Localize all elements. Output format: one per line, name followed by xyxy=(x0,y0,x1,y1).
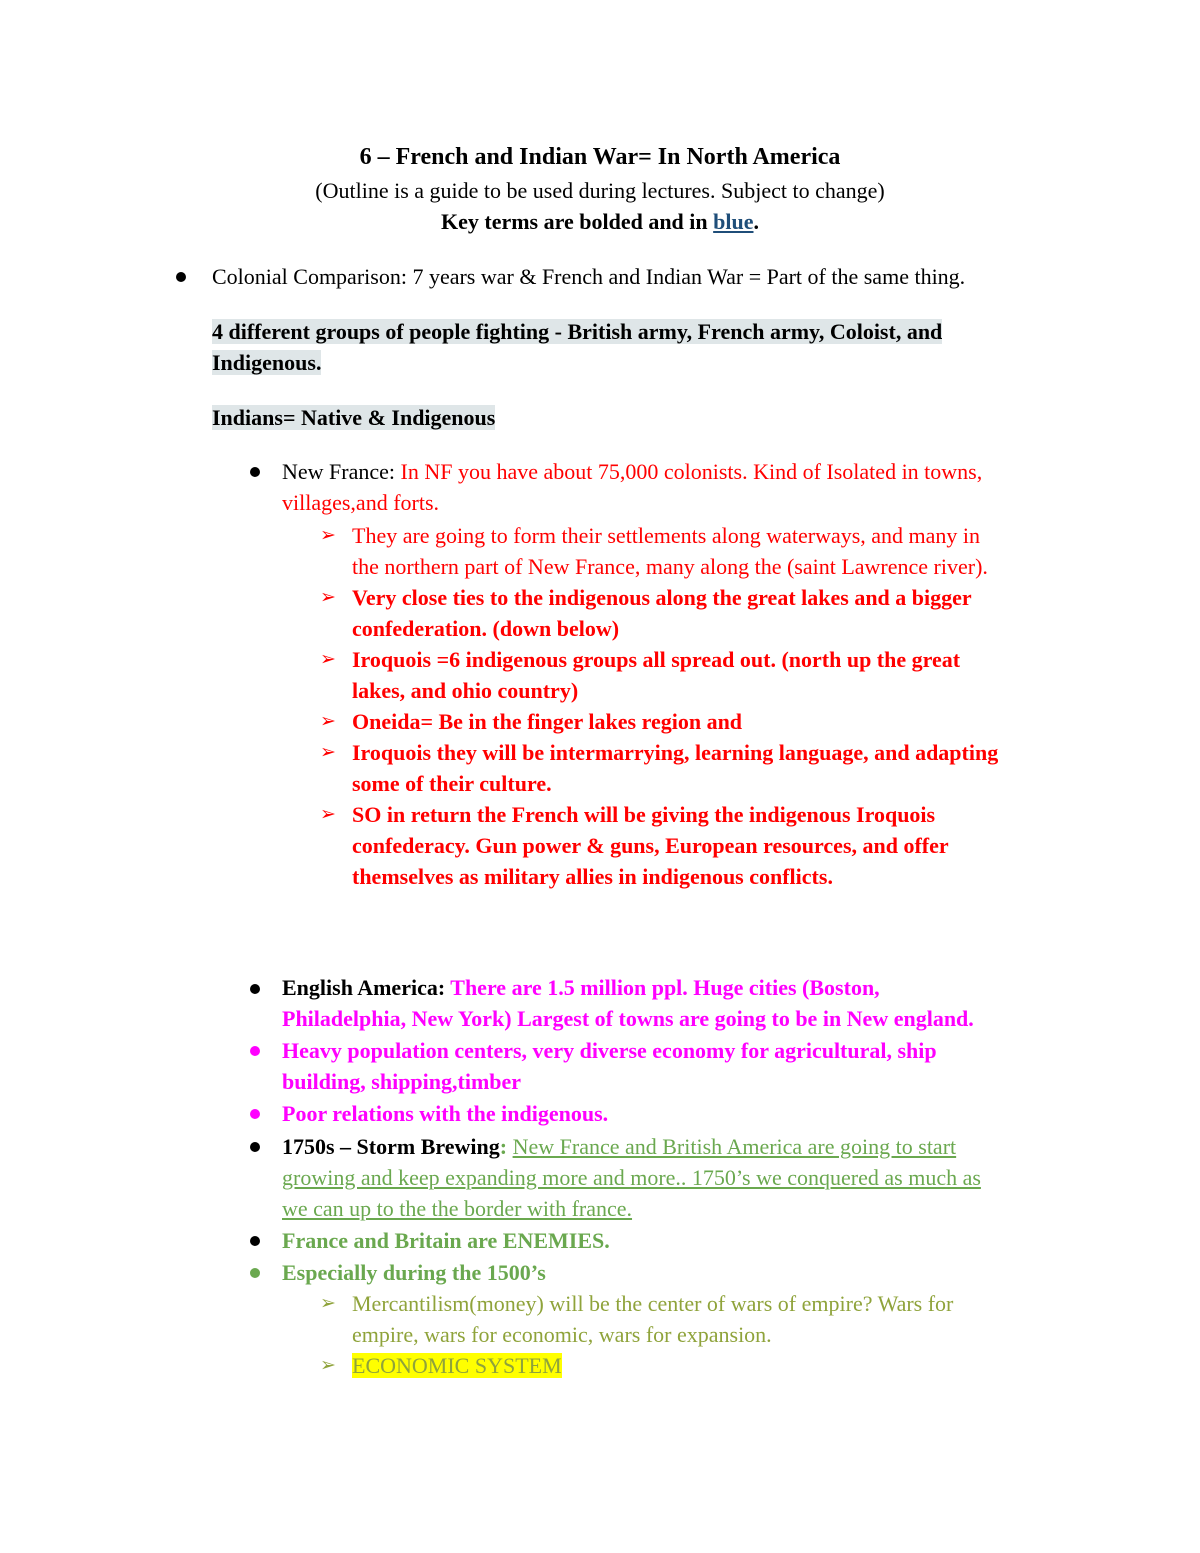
economic-system: ECONOMIC SYSTEM xyxy=(352,1353,562,1378)
bullet-icon xyxy=(176,272,186,282)
new-france-line-1: New France: In NF you have about 75,000 colonists. Kind of Isolated in towns, xyxy=(282,459,983,484)
arrow-icon: ➢ xyxy=(320,648,336,670)
population-line-1: Heavy population centers, very diverse economy for agricultural, ship xyxy=(282,1038,937,1063)
nf-sub-1-line-1: They are going to form their settlements along waterways, and many in xyxy=(352,523,981,548)
key-terms-note xyxy=(0,206,1200,237)
nf-sub-1-line-2: the northern part of New France, many along the (saint Lawrence river). xyxy=(352,554,988,579)
nf-sub-2-line-1: Very close ties to the indigenous along the great lakes and a bigger xyxy=(352,585,972,610)
indians-heading: Indians= Native & Indigenous xyxy=(212,405,496,430)
storm-line-3: we can up to the the border with france. xyxy=(282,1196,633,1221)
especially-line: Especially during the 1500’s xyxy=(282,1260,546,1285)
nf-sub-6-line-3: themselves as military allies in indigenous conflicts. xyxy=(352,864,833,889)
storm-label: 1750s – Storm Brewing xyxy=(282,1134,500,1159)
key-terms-blue-word: blue xyxy=(713,209,754,234)
english-america-line-1: English America: There are 1.5 million ppl. Huge cities (Boston, xyxy=(282,975,880,1000)
arrow-icon: ➢ xyxy=(320,1292,336,1314)
new-france-label: New France: xyxy=(282,459,401,484)
storm-line-1: 1750s – Storm Brewing: New France and British America are going to start xyxy=(282,1134,957,1159)
key-terms-prefix: Key terms are bolded and in xyxy=(440,209,714,234)
arrow-icon: ➢ xyxy=(320,803,336,825)
bullet-icon xyxy=(250,1268,260,1278)
bullet-icon xyxy=(250,1236,260,1246)
bullet-icon xyxy=(250,1046,260,1056)
english-america-label: English America: xyxy=(282,975,451,1000)
poor-relations: Poor relations with the indigenous. xyxy=(282,1101,609,1126)
nf-sub-4-line-1: Oneida= Be in the finger lakes region and xyxy=(352,709,743,734)
arrow-icon: ➢ xyxy=(320,710,336,732)
document-subtitle: (Outline is a guide to be used during lectures. Subject to change) xyxy=(315,178,885,203)
mercantilism-line-1: Mercantilism(money) will be the center of wars of empire? Wars for xyxy=(352,1291,954,1316)
arrow-icon: ➢ xyxy=(320,586,336,608)
nf-sub-5-line-2: some of their culture. xyxy=(352,771,552,796)
arrow-icon: ➢ xyxy=(320,741,336,763)
bullet-icon xyxy=(250,1109,260,1119)
bullet-icon xyxy=(250,984,260,994)
enemies-line: France and Britain are ENEMIES. xyxy=(282,1228,610,1253)
groups-line-2: Indigenous. xyxy=(212,350,322,375)
bullet-icon xyxy=(250,467,260,477)
arrow-icon: ➢ xyxy=(320,524,336,546)
bullet-icon xyxy=(250,1142,260,1152)
arrow-icon: ➢ xyxy=(320,1354,336,1376)
nf-sub-6-line-2: confederacy. Gun power & guns, European resources, and offer xyxy=(352,833,949,858)
population-line-2: building, shipping,timber xyxy=(282,1069,522,1094)
english-america-line-2: Philadelphia, New York) Largest of towns are going to be in New england. xyxy=(282,1006,974,1031)
storm-line-2: growing and keep expanding more and more.. 1750’s we conquered as much as xyxy=(282,1165,981,1190)
nf-sub-3-line-2: lakes, and ohio country) xyxy=(352,678,579,703)
document-title: 6 – French and Indian War= In North America xyxy=(359,144,841,170)
new-france-line-2: villages,and forts. xyxy=(282,490,440,515)
nf-sub-3-line-1: Iroquois =6 indigenous groups all spread out. (north up the great xyxy=(352,647,961,672)
mercantilism-line-2: empire, wars for economic, wars for expansion. xyxy=(352,1322,772,1347)
nf-sub-5-line-1: Iroquois they will be intermarrying, learning language, and adapting xyxy=(352,740,999,765)
colonial-comparison: Colonial Comparison: 7 years war & French and Indian War = Part of the same thing. xyxy=(212,264,966,289)
groups-line-1: 4 different groups of people fighting - British army, French army, Coloist, and xyxy=(212,319,943,344)
nf-sub-6-line-1: SO in return the French will be giving the indigenous Iroquois xyxy=(352,802,936,827)
key-terms-suffix: . xyxy=(753,209,759,234)
nf-sub-2-line-2: confederation. (down below) xyxy=(352,616,620,641)
